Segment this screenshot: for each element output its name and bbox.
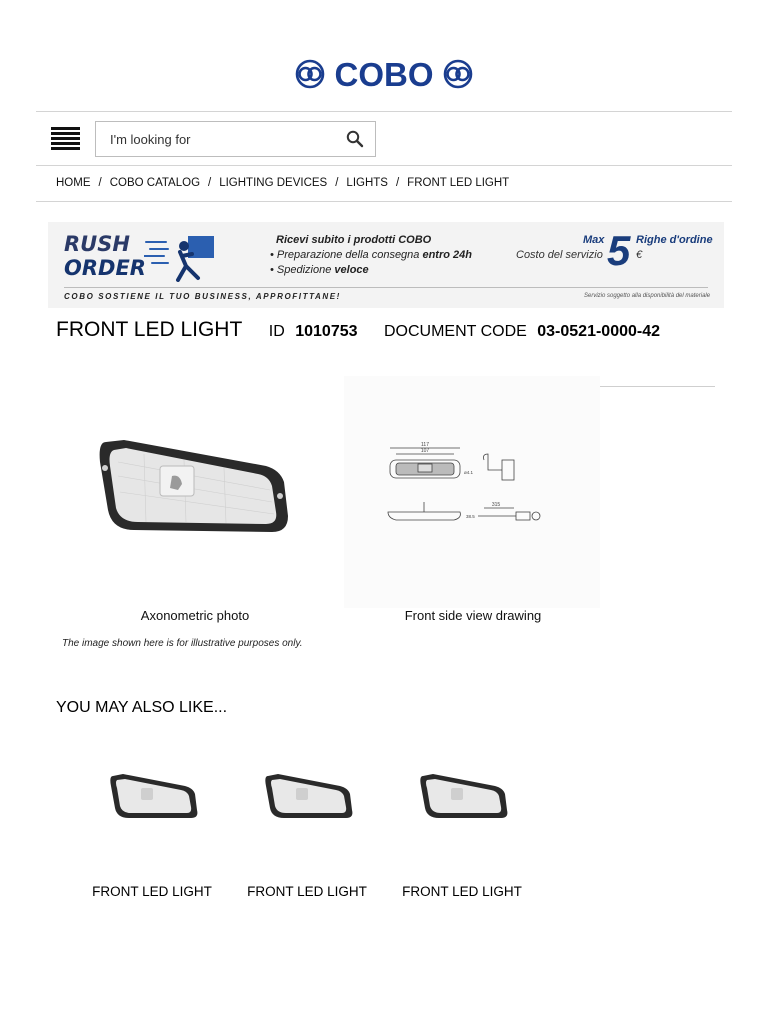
- cobo-logo[interactable]: [294, 58, 474, 90]
- product-title: FRONT LED LIGHT: [56, 318, 243, 341]
- product-header: [56, 318, 660, 342]
- search-box: [95, 121, 376, 157]
- related-product-label-2[interactable]: FRONT LED LIGHT: [247, 884, 367, 899]
- svg-text:38.5: 38.5: [466, 514, 475, 519]
- svg-text:ø4.1: ø4.1: [464, 470, 474, 475]
- image-disclaimer: The image shown here is for illustrative purposes only.: [62, 638, 303, 649]
- banner-note: Servizio soggetto alla disponibilità del materiale: [584, 293, 711, 299]
- search-icon[interactable]: [346, 130, 364, 148]
- hamburger-menu-icon[interactable]: [51, 127, 80, 150]
- banner-bullet-2: • Spedizione veloce: [270, 264, 369, 276]
- rush-order-title: RUSH ORDER: [64, 232, 146, 280]
- banner-euro: €: [636, 249, 643, 261]
- document-code-value: 03-0521-0000-42: [537, 323, 661, 340]
- breadcrumb: HOME / COBO CATALOG / LIGHTING DEVICES / LIGHTS / FRONT LED LIGHT: [56, 177, 510, 189]
- related-product-label-1[interactable]: FRONT LED LIGHT: [92, 884, 212, 899]
- related-product-image-3[interactable]: [407, 770, 537, 820]
- related-product-image-2[interactable]: [252, 770, 382, 820]
- related-product-label-3[interactable]: FRONT LED LIGHT: [402, 884, 522, 899]
- svg-text:315: 315: [491, 502, 501, 508]
- document-code-label: DOCUMENT CODE: [383, 323, 527, 340]
- related-heading: YOU MAY ALSO LIKE...: [56, 699, 228, 716]
- axonometric-photo-caption: Axonometric photo: [140, 608, 250, 623]
- product-id-value: 1010753: [295, 323, 358, 340]
- related-product-image-1[interactable]: [97, 770, 227, 820]
- breadcrumb-cobo-catalog[interactable]: COBO CATALOG: [109, 177, 201, 189]
- svg-text:117: 117: [421, 442, 429, 448]
- logo-text: COBO: [334, 58, 434, 90]
- front-side-drawing-caption: Front side view drawing: [404, 608, 542, 623]
- related-product-photo: [109, 770, 199, 820]
- banner-headline: Ricevi subito i prodotti COBO: [276, 234, 432, 246]
- breadcrumb-current[interactable]: FRONT LED LIGHT: [407, 177, 510, 189]
- search-input[interactable]: [96, 122, 336, 156]
- svg-text:107: 107: [420, 448, 430, 454]
- banner-cost-label: Costo del servizio: [516, 249, 603, 261]
- delivery-runner-icon: [144, 234, 226, 282]
- banner-number: 5: [607, 227, 631, 274]
- banner-divider: [64, 287, 708, 288]
- technical-drawing: [384, 440, 564, 530]
- breadcrumb-home[interactable]: HOME: [56, 177, 91, 189]
- banner-slogan: COBO SOSTIENE IL TUO BUSINESS, APPROFITTANE!: [64, 292, 341, 301]
- related-product-photo: [419, 770, 509, 820]
- banner-max-label: Max: [583, 234, 605, 246]
- search-divider: [36, 165, 732, 166]
- related-product-photo: [264, 770, 354, 820]
- rush-order-banner[interactable]: [48, 222, 724, 308]
- breadcrumb-lights[interactable]: LIGHTS: [346, 177, 388, 189]
- axonometric-photo[interactable]: [94, 432, 294, 536]
- breadcrumb-divider: [36, 201, 732, 202]
- banner-bullet-1: • Preparazione della consegna entro 24h: [270, 249, 472, 261]
- product-id-label: ID: [268, 323, 285, 340]
- breadcrumb-lighting-devices[interactable]: LIGHTING DEVICES: [219, 177, 328, 189]
- banner-righe-label: Righe d'ordine: [636, 234, 713, 246]
- header-divider: [36, 111, 732, 112]
